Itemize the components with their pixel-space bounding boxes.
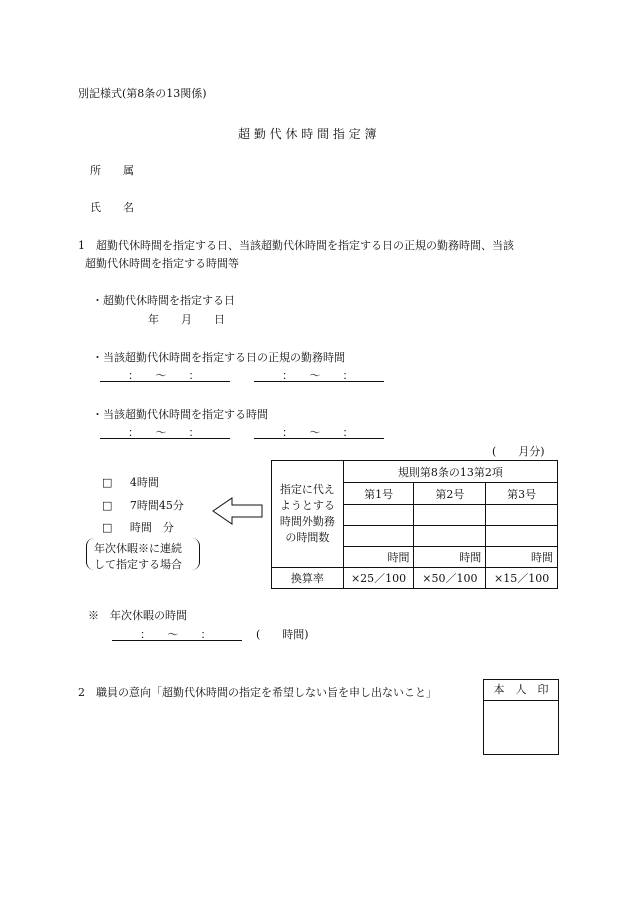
regular-hours-range-1: ： 〜 ： — [128, 369, 200, 382]
regular-hours-underline-2 — [254, 381, 384, 382]
designated-hours-underline-2 — [254, 438, 384, 439]
annual-leave-underline — [112, 640, 242, 641]
left-arrow-icon — [212, 496, 264, 526]
rate-3: ×15／100 — [486, 568, 558, 589]
designated-hours-range-1: ： 〜 ： — [128, 426, 200, 439]
cell-1-3[interactable] — [486, 505, 558, 526]
checkbox-4h-label: 4時間 — [129, 476, 159, 489]
row-label: 指定に代え ようとする 時間外勤務 の時間数 — [272, 461, 344, 568]
annual-leave-note-line1: 年次休暇※に連続 — [94, 542, 182, 555]
annual-leave-note-line2: して指定する場合 — [94, 558, 182, 571]
unit-cell-3: 時間 — [486, 547, 558, 568]
section1-heading-line1: 1 超勤代休時間を指定する日、当該超勤代休時間を指定する日の正規の勤務時間、当該 — [78, 239, 514, 252]
month-minutes: ( 月分) — [492, 445, 545, 458]
designated-hours-underline-1 — [100, 438, 230, 439]
item-designated-hours-label: ・当該超勤代休時間を指定する時間 — [92, 408, 268, 421]
form-reference: 別記様式(第8条の13関係) — [78, 87, 207, 100]
annual-leave-heading: ※ 年次休暇の時間 — [88, 609, 187, 622]
designated-hours-range-2: ： 〜 ： — [282, 426, 354, 439]
seal-label: 本 人 印 — [484, 680, 558, 701]
checkbox-icon: □ — [102, 499, 113, 512]
rate-1: ×25／100 — [343, 568, 414, 589]
checkbox-custom[interactable] — [102, 519, 174, 535]
form-title: 超 勤 代 休 時 間 指 定 簿 — [238, 127, 377, 141]
name-label: 氏 名 — [90, 201, 134, 214]
regular-hours-range-2: ： 〜 ： — [282, 369, 354, 382]
annual-leave-hours: ( 時間) — [256, 628, 309, 641]
group-header: 規則第8条の13第2項 — [343, 461, 557, 483]
checkbox-7h45m-label: 7時間45分 — [129, 499, 184, 512]
cell-2-3[interactable] — [486, 526, 558, 547]
section2-heading: 2 職員の意向「超勤代休時間の指定を希望しない旨を申し出ないこと」 — [78, 686, 437, 699]
cell-1-2[interactable] — [414, 505, 486, 526]
seal-box[interactable] — [483, 679, 559, 755]
regular-hours-underline-1 — [100, 381, 230, 382]
item-regular-hours-label: ・当該超勤代休時間を指定する日の正規の勤務時間 — [92, 351, 345, 364]
col-header-3: 第3号 — [486, 483, 558, 505]
checkbox-4h[interactable] — [102, 474, 159, 490]
rule-table — [271, 460, 558, 589]
cell-2-2[interactable] — [414, 526, 486, 547]
checkbox-7h45m[interactable] — [102, 497, 184, 513]
annual-leave-range: ： 〜 ： — [140, 628, 212, 641]
unit-cell-1: 時間 — [343, 547, 414, 568]
date-units: 年 月 日 — [148, 313, 225, 326]
rate-2: ×50／100 — [414, 568, 486, 589]
col-header-2: 第2号 — [414, 483, 486, 505]
cell-2-1[interactable] — [343, 526, 414, 547]
checkbox-custom-label: 時間 分 — [129, 521, 174, 534]
checkbox-icon: □ — [102, 521, 113, 534]
affiliation-label: 所 属 — [90, 164, 134, 177]
section1-heading-line2: 超勤代休時間を指定する時間等 — [85, 257, 239, 270]
unit-cell-2: 時間 — [414, 547, 486, 568]
checkbox-icon: □ — [102, 476, 113, 489]
rate-label: 換算率 — [272, 568, 344, 589]
item-date-label: ・超勤代休時間を指定する日 — [92, 294, 235, 307]
cell-1-1[interactable] — [343, 505, 414, 526]
col-header-1: 第1号 — [343, 483, 414, 505]
